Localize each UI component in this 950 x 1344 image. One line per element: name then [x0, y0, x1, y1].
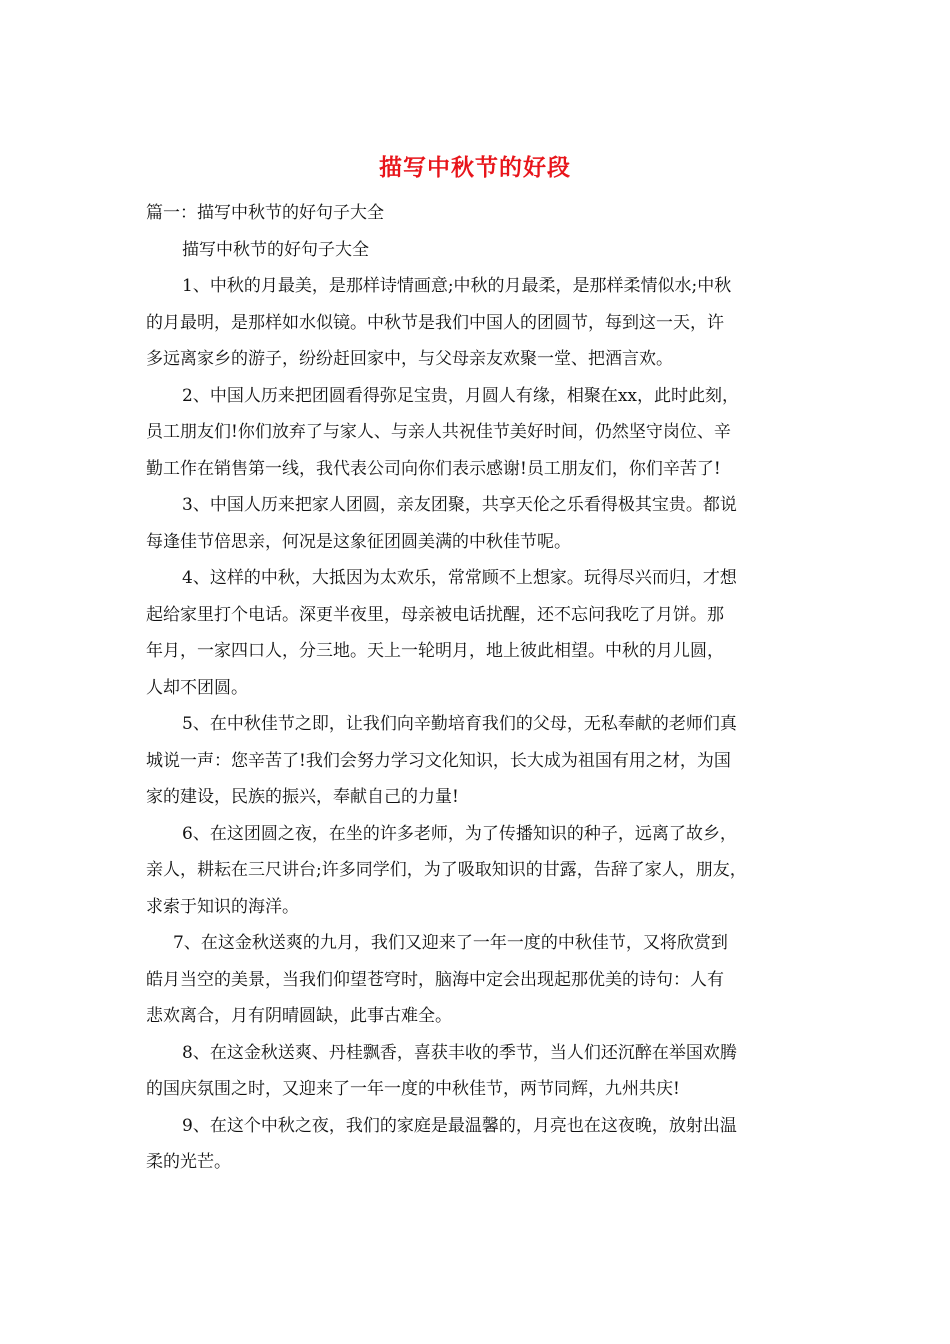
paragraph-line: 员工朋友们!你们放弃了与家人、与亲人共祝佳节美好时间，仍然坚守岗位、辛: [146, 422, 731, 442]
paragraph-line: 城说一声：您辛苦了!我们会努力学习文化知识，长大成为祖国有用之材，为国: [146, 750, 731, 771]
paragraph-line: 3、中国人历来把家人团圆，亲友团聚，共享天伦之乐看得极其宝贵。都说: [182, 495, 737, 515]
paragraph-line: 6、在这团圆之夜，在坐的许多老师，为了传播知识的种子，远离了故乡，: [182, 823, 737, 844]
paragraph-line: 悲欢离合，月有阴晴圆缺，此事古难全。: [146, 1006, 452, 1026]
paragraph-line: 勤工作在销售第一线，我代表公司向你们表示感谢!员工朋友们，你们辛苦了!: [146, 458, 721, 479]
paragraph-line: 多远离家乡的游子，纷纷赶回家中，与父母亲友欢聚一堂、把酒言欢。: [146, 349, 673, 369]
paragraph-line: 9、在这个中秋之夜，我们的家庭是最温馨的，月亮也在这夜晚，放射出温: [182, 1115, 737, 1136]
document-title: 描写中秋节的好段: [379, 154, 571, 181]
paragraph-line: 起给家里打个电话。深更半夜里，母亲被电话扰醒，还不忘问我吃了月饼。那: [146, 604, 724, 625]
paragraph-line: 1、中秋的月最美，是那样诗情画意;中秋的月最柔，是那样柔情似水;中秋: [182, 276, 732, 296]
paragraph-line: 亲人，耕耘在三尺讲台;许多同学们，为了吸取知识的甘露，告辞了家人，朋友，: [146, 860, 747, 880]
paragraph-line: 求索于知识的海洋。: [146, 896, 299, 917]
paragraph-line: 5、在中秋佳节之即，让我们向辛勤培育我们的父母，无私奉献的老师们真: [182, 714, 737, 734]
paragraph-line: 的国庆氛围之时，又迎来了一年一度的中秋佳节，两节同辉，九州共庆!: [146, 1079, 680, 1099]
subheading: 描写中秋节的好句子大全: [182, 239, 369, 260]
paragraph-line: 4、这样的中秋，大抵因为太欢乐，常常顾不上想家。玩得尽兴而归，才想: [182, 568, 737, 588]
paragraph-line: 皓月当空的美景，当我们仰望苍穹时，脑海中定会出现起那优美的诗句：人有: [146, 969, 724, 990]
paragraph-line: 8、在这金秋送爽、丹桂飘香，喜获丰收的季节，当人们还沉醉在举国欢腾: [182, 1042, 737, 1063]
document-body: [146, 195, 812, 1181]
paragraph-line: 人却不团圆。: [146, 677, 248, 698]
paragraph-line: 年月，一家四口人，分三地。天上一轮明月，地上彼此相望。中秋的月儿圆，: [146, 641, 724, 661]
paragraph-line: 柔的光芒。: [146, 1152, 231, 1172]
section-heading: 篇一：描写中秋节的好句子大全: [146, 203, 384, 223]
paragraph-line: 2、中国人历来把团圆看得弥足宝贵，月圆人有缘，相聚在xx，此时此刻，: [182, 385, 739, 406]
paragraph-line: 每逢佳节倍思亲，何况是这象征团圆美满的中秋佳节呢。: [146, 531, 571, 552]
paragraph-line: 的月最明，是那样如水似镜。中秋节是我们中国人的团圆节，每到这一天，许: [146, 312, 724, 333]
paragraph-line: 家的建设，民族的振兴，奉献自己的力量!: [146, 787, 459, 807]
paragraph-line: 7、在这金秋送爽的九月，我们又迎来了一年一度的中秋佳节，又将欣赏到: [173, 933, 728, 953]
